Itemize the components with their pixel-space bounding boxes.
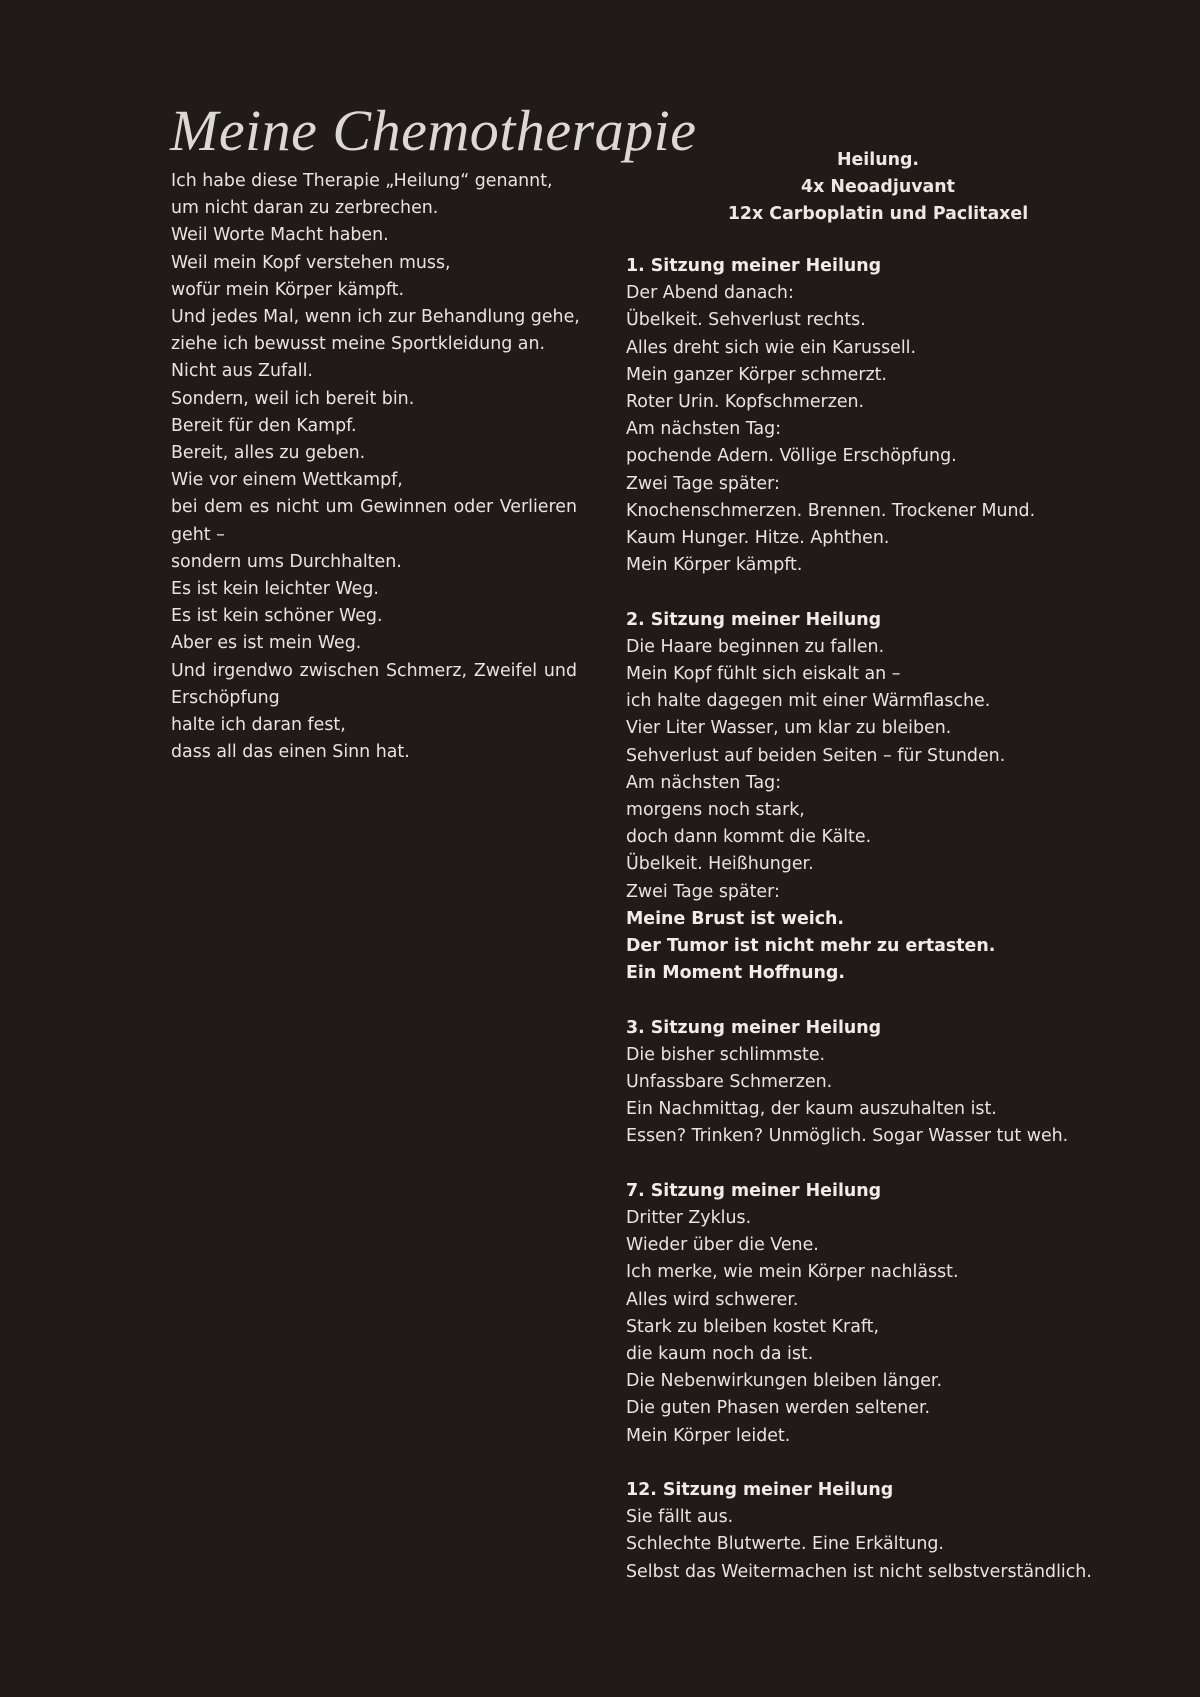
session-line: Ich merke, wie mein Körper nachlässt.: [626, 1262, 959, 1283]
session-block: [626, 1178, 1126, 1450]
intro-line: Aber es ist mein Weg.: [171, 633, 362, 654]
session-block: [626, 1015, 1126, 1151]
session-title: 7. Sitzung meiner Heilung: [626, 1180, 882, 1201]
session-line: Mein ganzer Körper schmerzt.: [626, 364, 887, 385]
intro-line: halte ich daran fest,: [171, 715, 346, 736]
session-line: Mein Körper kämpft.: [626, 555, 803, 576]
intro-line: Und jedes Mal, wenn ich zur Behandlung gehe,: [171, 307, 580, 328]
intro-line: Weil Worte Macht haben.: [171, 225, 389, 246]
intro-line: wofür mein Körper kämpft.: [171, 279, 405, 300]
session-line: Alles wird schwerer.: [626, 1289, 799, 1310]
session-line: Ein Moment Hoffnung.: [626, 963, 845, 984]
intro-line: Es ist kein leichter Weg.: [171, 579, 379, 600]
session-line: Am nächsten Tag:: [626, 419, 782, 440]
summary-line: 4x Neoadjuvant: [801, 177, 955, 198]
intro-line: Erschöpfung: [171, 687, 280, 708]
session-line: Der Abend danach:: [626, 283, 794, 304]
session-line: Zwei Tage später:: [626, 881, 780, 902]
session-line: Unfassbare Schmerzen.: [626, 1072, 833, 1093]
intro-line: Sondern, weil ich bereit bin.: [171, 388, 415, 409]
session-line: Am nächsten Tag:: [626, 772, 782, 793]
session-line: die kaum noch da ist.: [626, 1344, 814, 1365]
intro-line: Und irgendwo zwischen Schmerz, Zweifel und: [171, 660, 577, 681]
intro-line: Bereit für den Kampf.: [171, 415, 357, 436]
session-line: ich halte dagegen mit einer Wärmflasche.: [626, 691, 991, 712]
intro-line: sondern ums Durchhalten.: [171, 551, 402, 572]
session-block: [626, 253, 1126, 579]
session-title: 1. Sitzung meiner Heilung: [626, 256, 882, 276]
session-list: [626, 253, 1126, 1586]
session-line: Schlechte Blutwerte. Eine Erkältung.: [626, 1534, 944, 1555]
session-line: Sie fällt aus.: [626, 1507, 734, 1528]
intro-line: Weil mein Kopf verstehen muss,: [171, 252, 451, 273]
session-line: Roter Urin. Kopfschmerzen.: [626, 392, 865, 413]
intro-line: Ich habe diese Therapie „Heilung“ genannt,: [171, 171, 553, 191]
session-line: Zwei Tage später:: [626, 473, 780, 494]
session-line: Alles dreht sich wie ein Karussell.: [626, 337, 917, 358]
session-title: 2. Sitzung meiner Heilung: [626, 609, 882, 630]
session-line: Essen? Trinken? Unmöglich. Sogar Wasser tut weh.: [626, 1126, 1069, 1147]
session-line: pochende Adern. Völlige Erschöpfung.: [626, 446, 957, 467]
intro-line: Bereit, alles zu geben.: [171, 443, 366, 464]
intro-text: [171, 168, 580, 766]
session-block: [626, 1477, 1126, 1586]
intro-line: Nicht aus Zufall.: [171, 361, 313, 382]
session-title: 12. Sitzung meiner Heilung: [626, 1480, 894, 1501]
session-line: Die Haare beginnen zu fallen.: [626, 636, 885, 657]
session-title: 3. Sitzung meiner Heilung: [626, 1017, 882, 1038]
session-line: Die Nebenwirkungen bleiben länger.: [626, 1371, 943, 1392]
intro-line: dass all das einen Sinn hat.: [171, 742, 410, 763]
session-line: Die guten Phasen werden seltener.: [626, 1398, 931, 1419]
session-line: Wieder über die Vene.: [626, 1235, 819, 1256]
intro-line: geht –: [171, 524, 225, 545]
summary-line: 12x Carboplatin und Paclitaxel: [727, 204, 1029, 225]
intro-line: um nicht daran zu zerbrechen.: [171, 198, 439, 219]
therapy-summary: [698, 147, 1058, 229]
session-line: morgens noch stark,: [626, 800, 805, 821]
intro-line: Es ist kein schöner Weg.: [171, 606, 383, 627]
session-line: Dritter Zyklus.: [626, 1208, 752, 1229]
session-line: Selbst das Weitermachen ist nicht selbstverständlich.: [626, 1561, 1092, 1582]
session-line: Übelkeit. Sehverlust rechts.: [626, 310, 866, 331]
intro-line: bei dem es nicht um Gewinnen oder Verlieren: [171, 497, 577, 518]
session-line: Sehverlust auf beiden Seiten – für Stunden.: [626, 745, 1006, 766]
session-line: Mein Körper leidet.: [626, 1425, 791, 1446]
session-line: Vier Liter Wasser, um klar zu bleiben.: [626, 718, 952, 739]
page-title: Meine Chemotherapie: [170, 98, 697, 163]
session-line: Mein Kopf fühlt sich eiskalt an –: [626, 664, 901, 685]
session-line: Ein Nachmittag, der kaum auszuhalten ist.: [626, 1099, 997, 1120]
intro-line: ziehe ich bewusst meine Sportkleidung an.: [171, 334, 546, 355]
session-line: Meine Brust ist weich.: [626, 908, 845, 929]
session-line: Die bisher schlimmste.: [626, 1044, 826, 1065]
session-line: Knochenschmerzen. Brennen. Trockener Mund.: [626, 500, 1036, 521]
session-line: Stark zu bleiben kostet Kraft,: [626, 1316, 880, 1337]
session-line: doch dann kommt die Kälte.: [626, 827, 872, 848]
summary-line: Heilung.: [836, 150, 920, 170]
session-line: Kaum Hunger. Hitze. Aphthen.: [626, 528, 890, 549]
intro-line: Wie vor einem Wettkampf,: [171, 470, 403, 491]
session-line: Übelkeit. Heißhunger.: [626, 854, 814, 875]
session-line: Der Tumor ist nicht mehr zu ertasten.: [626, 936, 996, 957]
session-block: [626, 607, 1126, 988]
